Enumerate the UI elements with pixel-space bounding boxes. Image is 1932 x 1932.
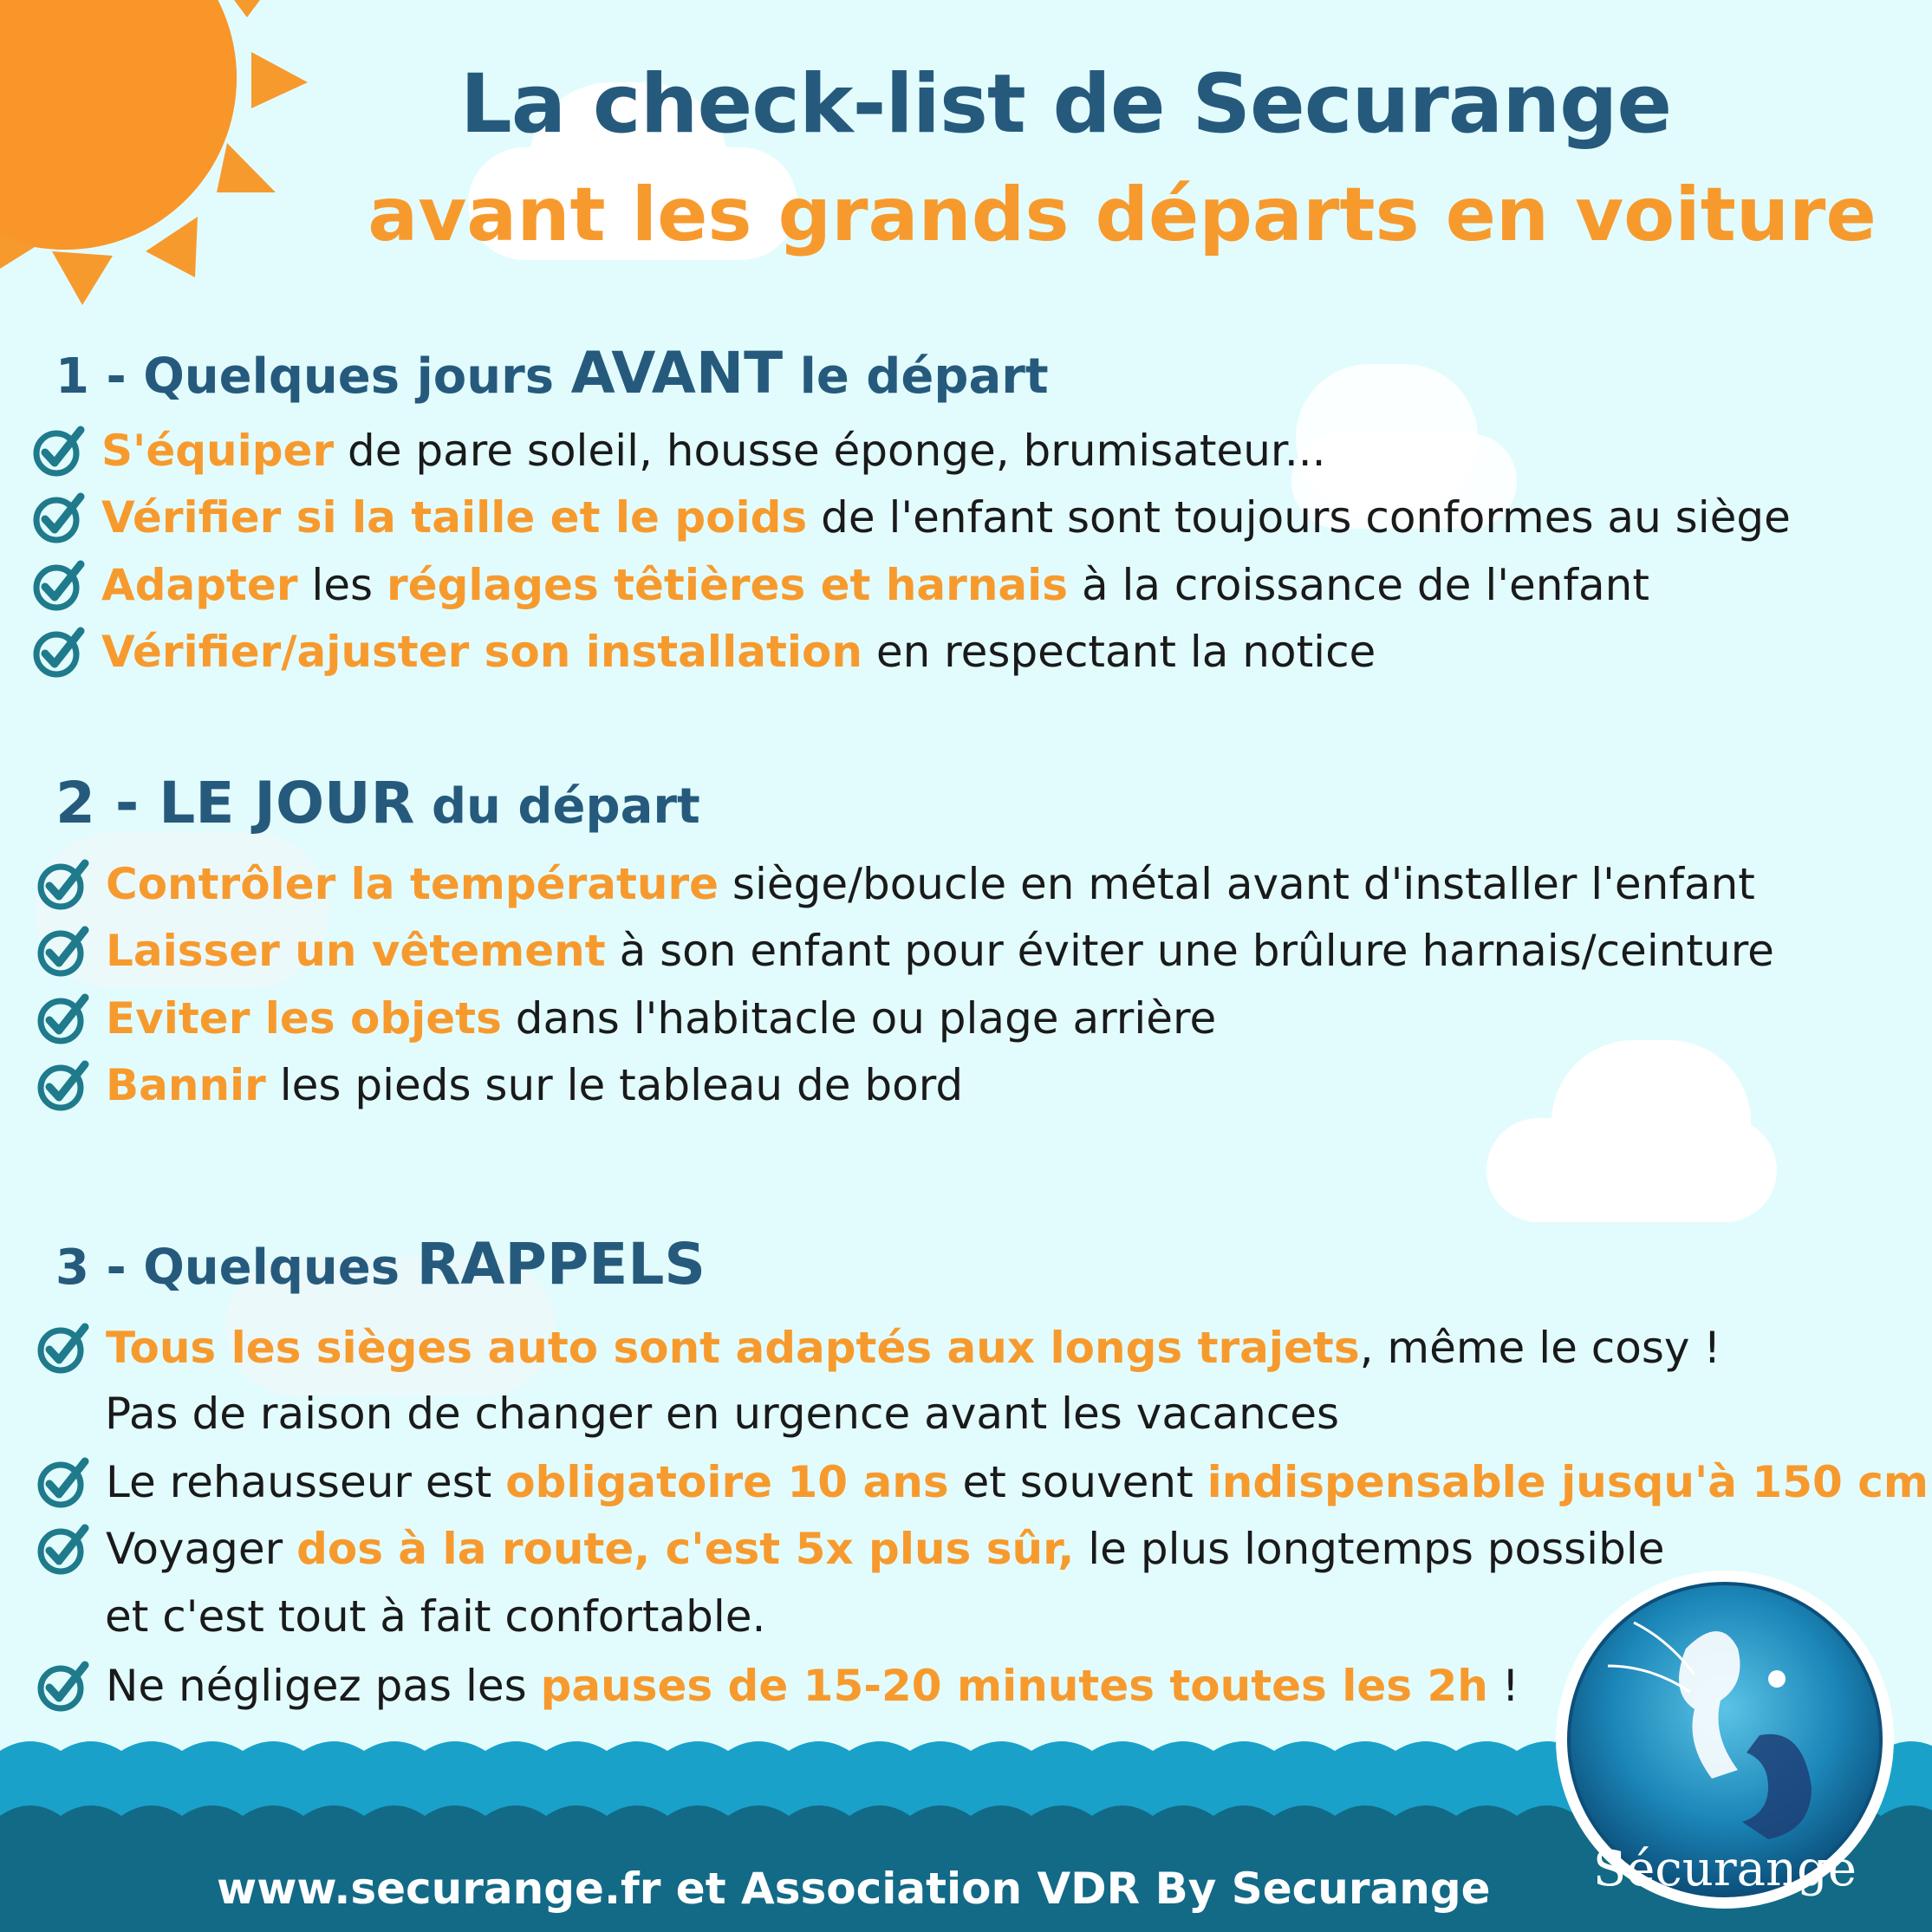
- checklist-item-text: [101, 492, 1791, 543]
- title-line-2: avant les grands départs en voiture: [368, 172, 1877, 258]
- section-2-heading: [55, 770, 700, 836]
- checklist-item: [35, 920, 1774, 981]
- highlight-text: Vérifier si la taille et le poids: [101, 492, 808, 543]
- checklist-item-continuation: et c'est tout à fait confortable.: [105, 1591, 766, 1642]
- checkmark-icon: [35, 1055, 95, 1116]
- sun-icon: [0, 0, 312, 312]
- checkmark-icon: [35, 1519, 95, 1579]
- highlight-text: Contrôler la température: [106, 859, 719, 909]
- heading-part: le départ: [783, 348, 1049, 405]
- checklist-item-text: [106, 1661, 1519, 1711]
- checklist-item: [35, 854, 1755, 914]
- checklist-item: [35, 1452, 1929, 1512]
- checklist-item-text: [101, 627, 1376, 677]
- body-text: de pare soleil, housse éponge, brumisateur...: [334, 426, 1326, 476]
- checkmark-icon: [30, 555, 91, 615]
- heading-part: AVANT: [570, 340, 784, 407]
- checkmark-icon: [30, 487, 91, 548]
- checkmark-icon: [35, 854, 95, 914]
- checklist-item-text: [106, 1524, 1664, 1574]
- body-text: de l'enfant sont toujours conformes au siège: [807, 492, 1791, 543]
- checkmark-icon: [30, 420, 91, 481]
- body-text: Ne négligez pas les: [106, 1661, 541, 1711]
- checkmark-icon: [35, 1452, 95, 1512]
- highlight-text: Tous les sièges auto sont adaptés aux longs trajets: [106, 1323, 1360, 1373]
- checklist-item: [35, 1519, 1664, 1579]
- checklist-item: [30, 621, 1376, 682]
- section-3-heading: [55, 1231, 706, 1298]
- highlight-text: Adapter: [101, 560, 298, 610]
- checklist-item-text: [106, 1060, 963, 1110]
- body-text: dans l'habitacle ou plage arrière: [501, 993, 1217, 1044]
- checklist-item-text: [106, 1323, 1721, 1373]
- checklist-item: [30, 487, 1791, 548]
- body-text: !: [1487, 1661, 1519, 1711]
- checkmark-icon: [35, 920, 95, 981]
- body-text: les: [297, 560, 387, 610]
- highlight-text: réglages têtières et harnais: [387, 560, 1069, 610]
- body-text: Voyager: [106, 1524, 297, 1574]
- heading-part: 1 - Quelques jours: [55, 348, 571, 405]
- body-text: les pieds sur le tableau de bord: [265, 1060, 964, 1110]
- securange-logo: [1556, 1571, 1894, 1909]
- checklist-item: [35, 988, 1216, 1049]
- highlight-text: dos à la route, c'est 5x plus sûr,: [296, 1524, 1075, 1574]
- checkmark-icon: [35, 1656, 95, 1716]
- checkmark-icon: [35, 988, 95, 1049]
- highlight-text: pauses de 15-20 minutes toutes les 2h: [540, 1661, 1488, 1711]
- checklist-item-text: [106, 993, 1216, 1044]
- checklist-item: [30, 420, 1326, 481]
- checklist-item: [35, 1656, 1519, 1716]
- heading-part: 3 - Quelques: [55, 1239, 417, 1296]
- body-text: à son enfant pour éviter une brûlure harnais/ceinture: [605, 926, 1774, 976]
- body-text: Le rehausseur est: [106, 1457, 506, 1507]
- heading-part: RAPPELS: [416, 1231, 706, 1298]
- checklist-item: [35, 1055, 963, 1116]
- highlight-text: Bannir: [106, 1060, 266, 1110]
- checklist-item-text: [101, 426, 1326, 476]
- heading-part: 2 - LE JOUR: [55, 770, 415, 836]
- checkmark-icon: [35, 1317, 95, 1378]
- checkmark-icon: [30, 621, 91, 682]
- body-text: siège/boucle en métal avant d'installer l'enfant: [719, 859, 1755, 909]
- heading-part: du départ: [414, 778, 700, 835]
- checklist-item-text: [106, 1457, 1929, 1507]
- body-text: , même le cosy !: [1359, 1323, 1721, 1373]
- highlight-text: Laisser un vêtement: [106, 926, 606, 976]
- body-text: en respectant la notice: [862, 627, 1376, 677]
- highlight-text: Eviter les objets: [106, 993, 502, 1044]
- section-1-heading: [55, 340, 1049, 407]
- checklist-item: [30, 555, 1649, 615]
- cloud-lower-right-bump: [1551, 1040, 1751, 1205]
- checklist-item-text: [106, 926, 1774, 976]
- checklist-item-text: [106, 859, 1755, 909]
- checklist-item: [35, 1317, 1721, 1378]
- body-text: le plus longtemps possible: [1074, 1524, 1665, 1574]
- body-text: à la croissance de l'enfant: [1068, 560, 1649, 610]
- title-line-1: La check-list de Securange: [459, 57, 1672, 152]
- highlight-text: S'équiper: [101, 426, 335, 476]
- highlight-text: obligatoire 10 ans: [505, 1457, 949, 1507]
- footer-website: www.securange.fr et Association VDR By Securange: [217, 1864, 1491, 1914]
- checklist-item-continuation: Pas de raison de changer en urgence avant les vacances: [105, 1389, 1340, 1439]
- highlight-text: indispensable jusqu'à 150 cm: [1207, 1457, 1929, 1507]
- checklist-item-text: [101, 560, 1649, 610]
- body-text: et souvent: [948, 1457, 1207, 1507]
- logo-text: Sécurange: [1592, 1841, 1857, 1897]
- highlight-text: Vérifier/ajuster son installation: [101, 627, 862, 677]
